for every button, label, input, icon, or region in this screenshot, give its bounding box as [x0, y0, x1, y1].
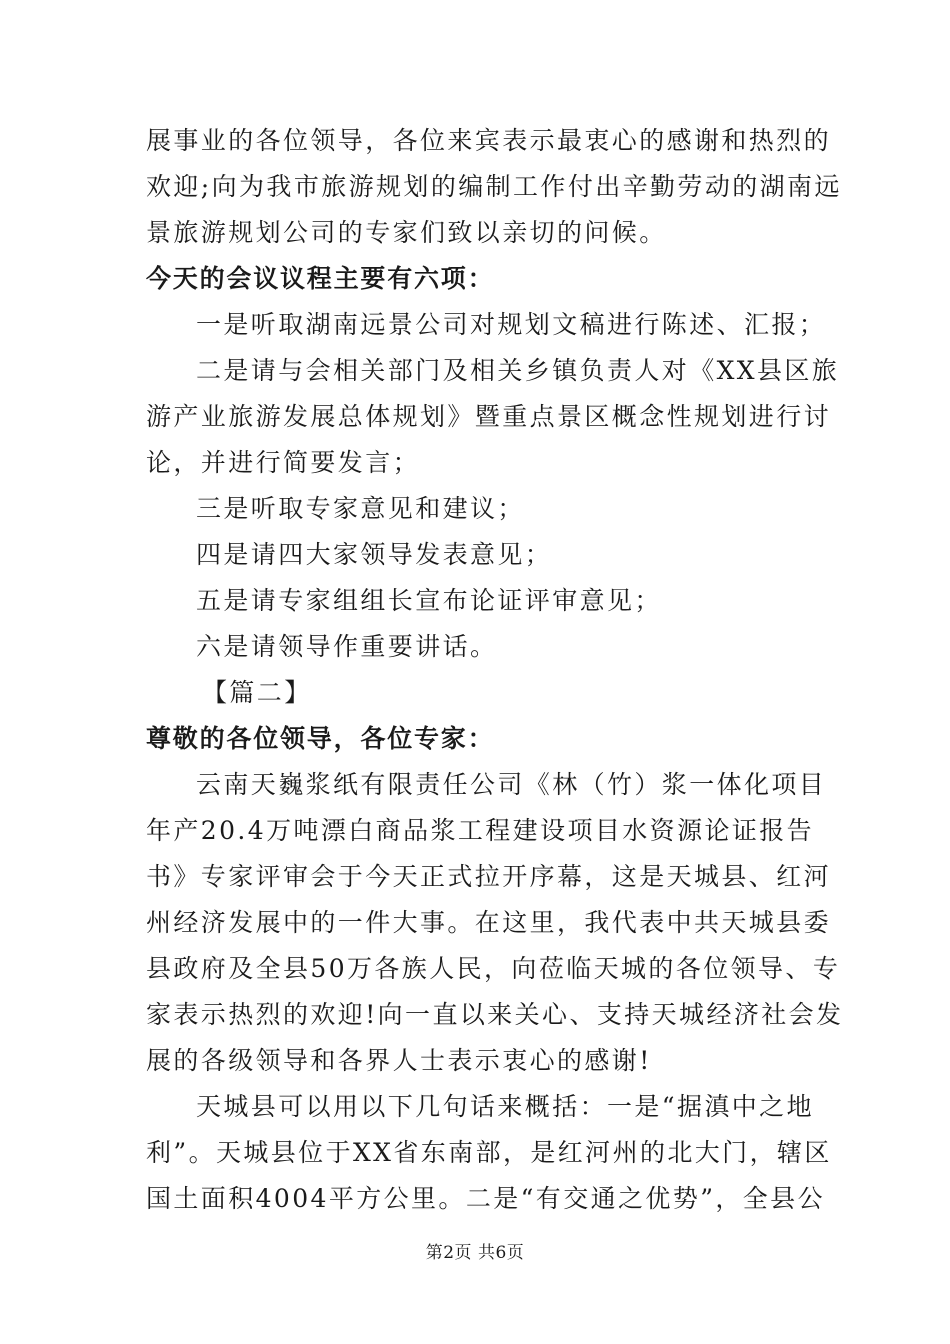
- text-line: 五是请专家组组长宣布论证评审意见；: [196, 586, 662, 615]
- text-line: 欢迎;向为我市旅游规划的编制工作付出辛勤劳动的湖南远: [146, 172, 842, 201]
- text-line: 一是听取湖南远景公司对规划文稿进行陈述、汇报；: [196, 310, 827, 339]
- text-line: 论，并进行简要发言；: [146, 448, 421, 477]
- text-line: 景旅游规划公司的专家们致以亲切的问候。: [146, 218, 667, 247]
- heading-line: 今天的会议议程主要有六项：: [146, 264, 495, 293]
- text-line: 二是请与会相关部门及相关乡镇负责人对《XX县区旅: [196, 356, 840, 385]
- heading-line: 尊敬的各位领导，各位专家：: [146, 724, 495, 753]
- text-line: 天城县可以用以下几句话来概括：一是“据滇中之地: [196, 1092, 814, 1121]
- text-line: 展的各级领导和各界人士表示衷心的感谢!: [146, 1046, 652, 1075]
- text-line: 县政府及全县50万各族人民，向莅临天城的各位领导、专: [146, 954, 841, 983]
- text-line: 年产20.4万吨漂白商品浆工程建设项目水资源论证报告: [146, 816, 815, 845]
- text-line: 书》专家评审会于今天正式拉开序幕，这是天城县、红河: [146, 862, 832, 891]
- text-line: 国土面积4004平方公里。二是“有交通之优势”，全县公: [146, 1184, 825, 1213]
- text-line: 四是请四大家领导发表意见；: [196, 540, 553, 569]
- text-line: 六是请领导作重要讲话。: [196, 632, 498, 661]
- text-line: 州经济发展中的一件大事。在这里，我代表中共天城县委: [146, 908, 832, 937]
- text-line: 云南天巍浆纸有限责任公司《林（竹）浆一体化项目: [196, 770, 827, 799]
- text-line: 【篇二】: [202, 678, 312, 707]
- text-line: 游产业旅游发展总体规划》暨重点景区概念性规划进行讨: [146, 402, 832, 431]
- text-line: 三是听取专家意见和建议；: [196, 494, 525, 523]
- page-footer: 第2页 共6页: [425, 1243, 525, 1263]
- text-line: 利”。天城县位于XX省东南部，是红河州的北大门，辖区: [146, 1138, 832, 1167]
- text-line: 展事业的各位领导，各位来宾表示最衷心的感谢和热烈的: [146, 126, 832, 155]
- document-body: [146, 118, 844, 1222]
- text-line: 家表示热烈的欢迎!向一直以来关心、支持天城经济社会发: [146, 1000, 844, 1029]
